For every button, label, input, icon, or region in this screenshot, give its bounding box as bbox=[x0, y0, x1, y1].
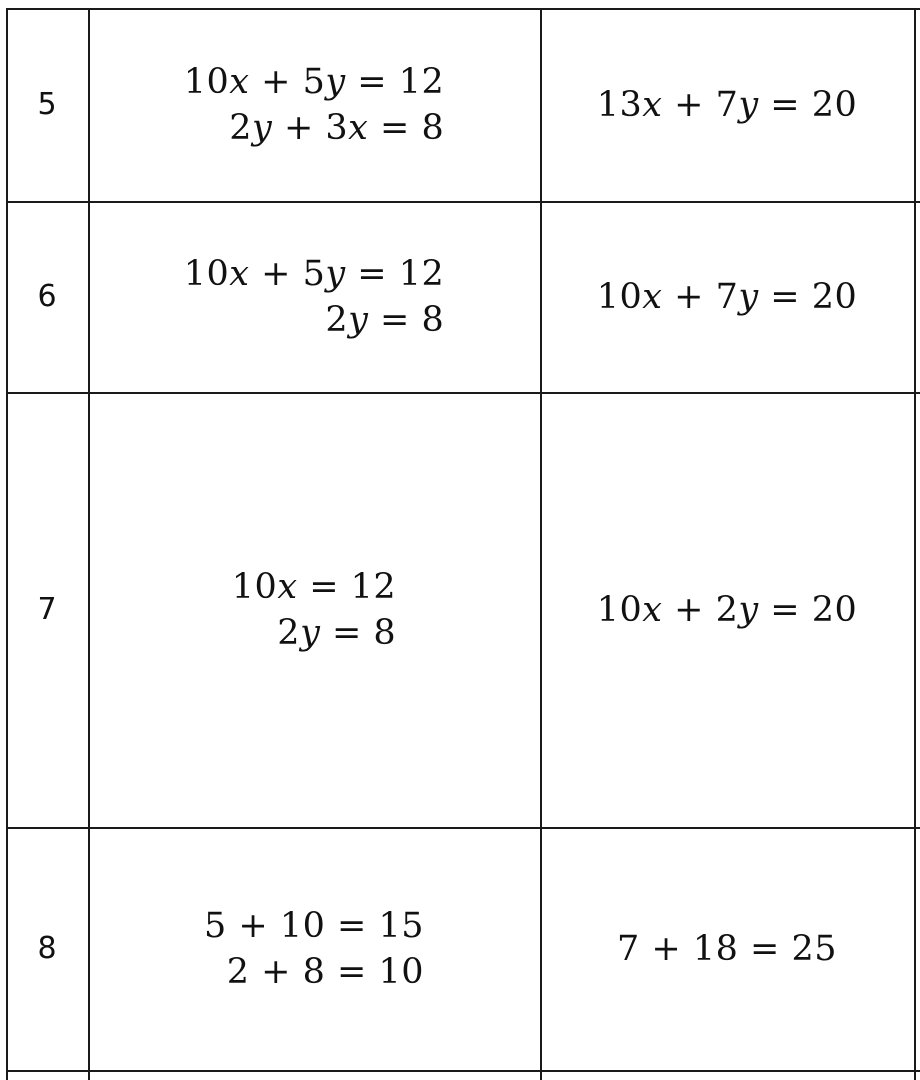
equation: 2y = 8 bbox=[277, 612, 397, 653]
equation: 10x = 12 bbox=[231, 566, 397, 607]
column-divider bbox=[914, 8, 916, 1080]
equation: 2y = 8 bbox=[325, 299, 445, 340]
equation-system bbox=[88, 8, 540, 201]
equation-system bbox=[88, 827, 540, 1070]
equation: 5 + 10 = 15 bbox=[204, 905, 424, 946]
combined-equation-cell bbox=[540, 201, 914, 392]
combined-equation: 13x + 7y = 20 bbox=[596, 84, 858, 125]
equation: 2 + 8 = 10 bbox=[226, 951, 424, 992]
row-number: 8 bbox=[37, 931, 57, 966]
equation: 2y + 3x = 8 bbox=[229, 107, 445, 148]
equation-system bbox=[88, 392, 540, 827]
row-number: 6 bbox=[37, 279, 57, 314]
row-number: 5 bbox=[37, 87, 57, 122]
combined-equation: 10x + 2y = 20 bbox=[596, 589, 858, 630]
combined-equation: 7 + 18 = 25 bbox=[617, 928, 837, 969]
row-divider bbox=[6, 1070, 920, 1072]
equation-system bbox=[88, 201, 540, 392]
combined-equation-cell bbox=[540, 8, 914, 201]
equation: 10x + 5y = 12 bbox=[183, 61, 445, 102]
combined-equation: 10x + 7y = 20 bbox=[596, 276, 858, 317]
combined-equation-cell bbox=[540, 392, 914, 827]
combined-equation-cell bbox=[540, 827, 914, 1070]
row-number: 7 bbox=[37, 592, 57, 627]
equation: 10x + 5y = 12 bbox=[183, 253, 445, 294]
